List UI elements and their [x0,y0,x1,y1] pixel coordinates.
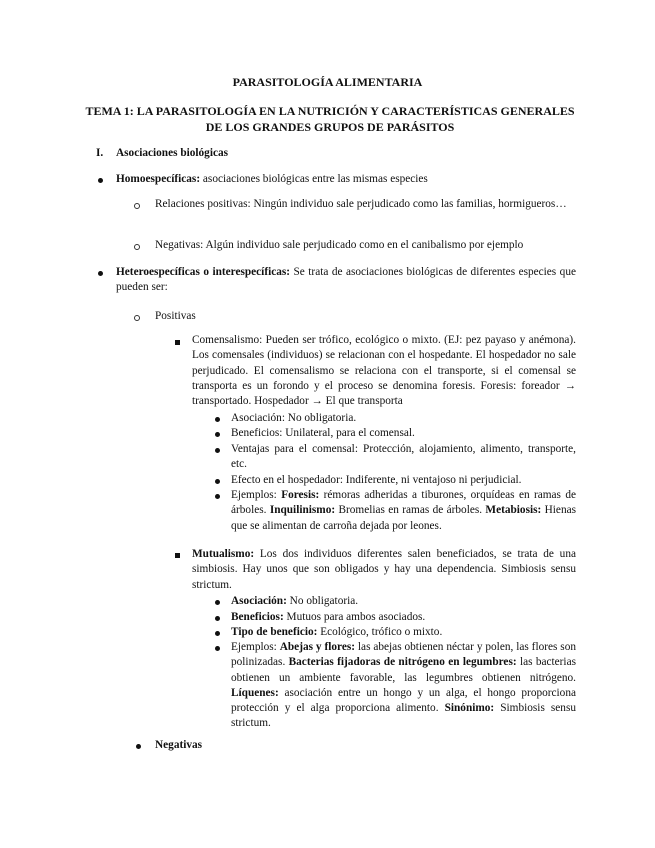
abejas-label: Abejas y flores: [279,641,355,653]
metabiosis-label: Metabiosis: [485,504,542,517]
section-number: I. [96,147,104,159]
foresis-label: Foresis: [281,489,320,501]
circle-bullet-icon [134,203,140,209]
inquilinismo-label: Inquilinismo: [269,504,336,517]
m-asoc-label: Asociación: [231,595,287,607]
abejas-text: las abejas obtienen néctar y polen, las flores son polinizadas. [231,641,577,669]
positivas-label: Positivas [155,310,196,322]
homo-text: asociaciones biológicas entre las mismas especies [200,173,428,185]
bullet-icon [215,479,220,484]
bullet-icon [215,616,220,621]
m-ben-label: Beneficios: [231,611,284,623]
sin-label: Sinónimo: [444,702,495,715]
bact-text: las bacterias obtienen un ambiente favorable, las legumbres obtienen nitrógeno. [231,656,576,684]
m-ej-prefix: Ejemplos: [231,641,280,653]
doc-title: PARASITOLOGÍA ALIMENTARIA [232,75,423,89]
c-item-ventajas: Ventajas para el comensal: Protección, alojamiento, alimento, transporte, etc. [231,443,576,471]
m-item-asociacion [231,594,576,609]
square-bullet-icon [175,553,180,558]
m-asoc-text: No obligatoria. [286,595,359,607]
hetero-label: Heteroespecíficas o interespecíficas: [116,266,291,278]
circle-bullet-icon [134,244,140,250]
bullet-icon [215,494,220,499]
metabiosis-text: Hienas que se alimentan de carroña dejada por leones. [231,504,577,532]
ej-prefix: Ejemplos: [231,489,282,501]
homo-item [116,172,576,187]
m-tipo-text: Ecológico, trófico o mixto. [317,626,443,638]
c-item-ejemplos [231,488,576,534]
homo-positive: Relaciones positivas: Ningún individuo sale perjudicado como las familias, hormigueros… [155,198,567,210]
foresis-text: rémoras adheridas a tiburones, orquídeas en ramas de árboles. [231,489,576,517]
bullet-icon [215,448,220,453]
circle-bullet-icon [134,315,140,321]
bullet-icon [215,646,220,651]
m-ben-text: Mutuos para ambos asociados. [283,611,426,623]
bullet-icon [215,631,220,636]
c-item-efecto: Efecto en el hospedador: Indiferente, ni ventajoso ni perjudicial. [231,474,522,486]
hetero-text: Se trata de asociaciones biológicas de diferentes especies que pueden ser: [116,266,576,294]
sin-text: Simbiosis sensu strictum. [231,702,577,730]
homo-negative: Negativas: Algún individuo sale perjudicado como en el canibalismo por ejemplo [155,239,524,251]
bullet-icon [98,271,103,276]
m-item-ejemplos [231,640,576,732]
liq-label: Líquenes: [231,686,279,699]
bullet-icon [136,744,141,749]
m-tipo-label: Tipo de beneficio: [231,626,318,638]
mutualismo-text [192,547,576,593]
mutualismo-body: Los dos individuos diferentes salen beneficiados, se trata de una simbiosis. Hay unos que son obligados y hay una dependencia. Simbiosis sensu strictum. [192,548,576,591]
c-item-beneficios: Beneficios: Unilateral, para el comensal. [231,427,415,439]
bullet-icon [98,178,103,183]
negativas-label: Negativas [155,739,203,751]
hetero-item [116,265,576,296]
bullet-icon [215,600,220,605]
bact-label: Bacterias fijadoras de nitrógeno en legumbres: [288,656,517,669]
doc-subtitle: TEMA 1: LA PARASITOLOGÍA EN LA NUTRICIÓN Y CARACTERÍSTICAS GENERALES DE LOS GRANDES GRUPOS DE PARÁSITOS [85,104,575,134]
m-item-beneficios [231,610,576,625]
c-item-asociacion: Asociación: No obligatoria. [231,412,357,424]
liq-text: asociación entre un hongo y un alga, el hongo proporciona protección y el alga proporciona alimento. [231,686,576,715]
homo-label: Homoespecíficas: [116,173,201,185]
bullet-icon [215,417,220,422]
mutualismo-label: Mutualismo: [192,548,255,560]
comensalismo-text: Comensalismo: Pueden ser trófico, ecológico o mixto. (EJ: pez payaso y anémona). Los comensales (individuos) se relacionan con el hospedante. El hospedador no sale perjudicado. El comensalismo se relaciona con el transporte, si el comensal se transporta es un forondo y el proceso se denomina foresis. Foresis: foreador → transportado. Hospedador → El que transporta [192,334,576,408]
bullet-icon [215,432,220,437]
section-title: Asociaciones biológicas [116,147,229,159]
square-bullet-icon [175,340,180,345]
m-item-tipo [231,625,576,640]
inquilinismo-text: Bromelias en ramas de árboles. [335,504,486,517]
